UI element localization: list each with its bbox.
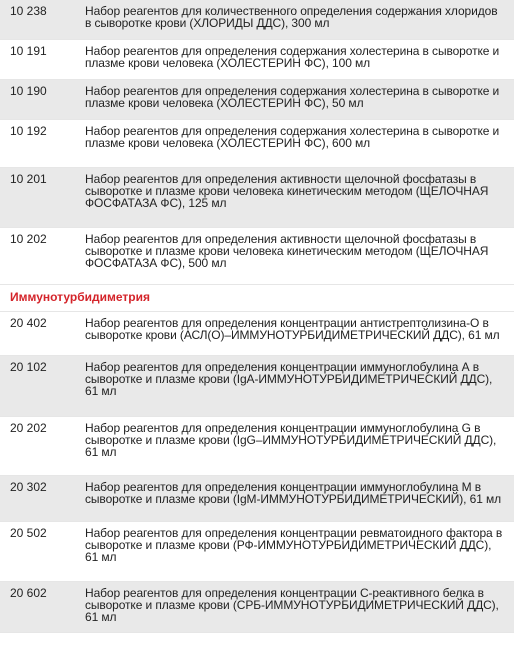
product-code: 20 102 — [10, 360, 47, 374]
product-code: 10 238 — [10, 4, 47, 18]
product-description: Набор реагентов для определения активности щелочной фосфатазы в сыворотке и плазме крови человека кинетическим методом (ЩЕЛОЧНАЯ ФОСФАТАЗА ФС), 125 мл — [85, 172, 489, 210]
product-description: Набор реагентов для определения концентрации С-реактивного белка в сыворотке и плазме крови (СРБ-ИММУНОТУРБИДИМЕТРИЧЕСКИЙ ДДС), 61 мл — [85, 586, 499, 624]
product-description: Набор реагентов для определения активности щелочной фосфатазы в сыворотке и плазме крови человека кинетическим методом (ЩЕЛОЧНАЯ ФОСФАТАЗА ФС), 500 мл — [85, 232, 489, 270]
table-row — [0, 476, 514, 522]
table-row — [0, 40, 514, 80]
table-row — [0, 228, 514, 285]
table-row — [0, 120, 514, 168]
table-row — [0, 522, 514, 582]
product-code: 10 190 — [10, 84, 47, 98]
product-description: Набор реагентов для определения содержания холестерина в сыворотке и плазме крови человека (ХОЛЕСТЕРИН ФС), 100 мл — [85, 44, 500, 70]
table-row — [0, 312, 514, 356]
product-code: 10 202 — [10, 232, 47, 246]
product-code: 10 192 — [10, 124, 47, 138]
table-row — [0, 417, 514, 476]
product-code: 20 202 — [10, 421, 47, 435]
table-row — [0, 168, 514, 228]
product-code: 20 402 — [10, 316, 47, 330]
table-row — [0, 582, 514, 633]
table-row — [0, 356, 514, 417]
product-description: Набор реагентов для определения содержания холестерина в сыворотке и плазме крови человека (ХОЛЕСТЕРИН ФС), 600 мл — [85, 124, 500, 150]
product-code: 20 302 — [10, 480, 47, 494]
product-description: Набор реагентов для определения концентрации ревматоидного фактора в сыворотке и плазме крови (РФ-ИММУНОТУРБИДИМЕТРИЧЕСКИЙ ДДС), 61 мл — [85, 526, 503, 564]
product-code: 20 502 — [10, 526, 47, 540]
section-header — [0, 285, 514, 312]
table-row — [0, 0, 514, 40]
product-code: 10 201 — [10, 172, 47, 186]
product-description: Набор реагентов для определения концентрации антистрептолизина-О в сыворотке крови (АСЛ(О)–ИММУНОТУРБИДИМЕТРИЧЕСКИЙ ДДС), 61 мл — [85, 316, 500, 342]
section-title: Иммунотурбидиметрия — [10, 290, 150, 304]
product-description: Набор реагентов для определения содержания холестерина в сыворотке и плазме крови человека (ХОЛЕСТЕРИН ФС), 50 мл — [85, 84, 500, 110]
product-description: Набор реагентов для определения концентрации иммуноглобулина М в сыворотке и плазме крови (IgM-ИММУНОТУРБИДИМЕТРИЧЕСКИЙ), 61 мл — [85, 480, 502, 506]
product-description: Набор реагентов для определения концентрации иммуноглобулина G в сыворотке и плазме крови (IgG–ИММУНОТУРБИДИМЕТРИЧЕСКИЙ ДДС), 61 мл — [85, 421, 497, 459]
product-description: Набор реагентов для определения концентрации иммуноглобулина А в сыворотке и плазме крови (IgA-ИММУНОТУРБИДИМЕТРИЧЕСКИЙ ДДС), 61 мл — [85, 360, 493, 398]
product-code: 20 602 — [10, 586, 47, 600]
product-description: Набор реагентов для количественного определения содержания хлоридов в сыворотке крови (ХЛОРИДЫ ДДС), 300 мл — [85, 4, 498, 30]
table-row — [0, 80, 514, 120]
product-code: 10 191 — [10, 44, 47, 58]
